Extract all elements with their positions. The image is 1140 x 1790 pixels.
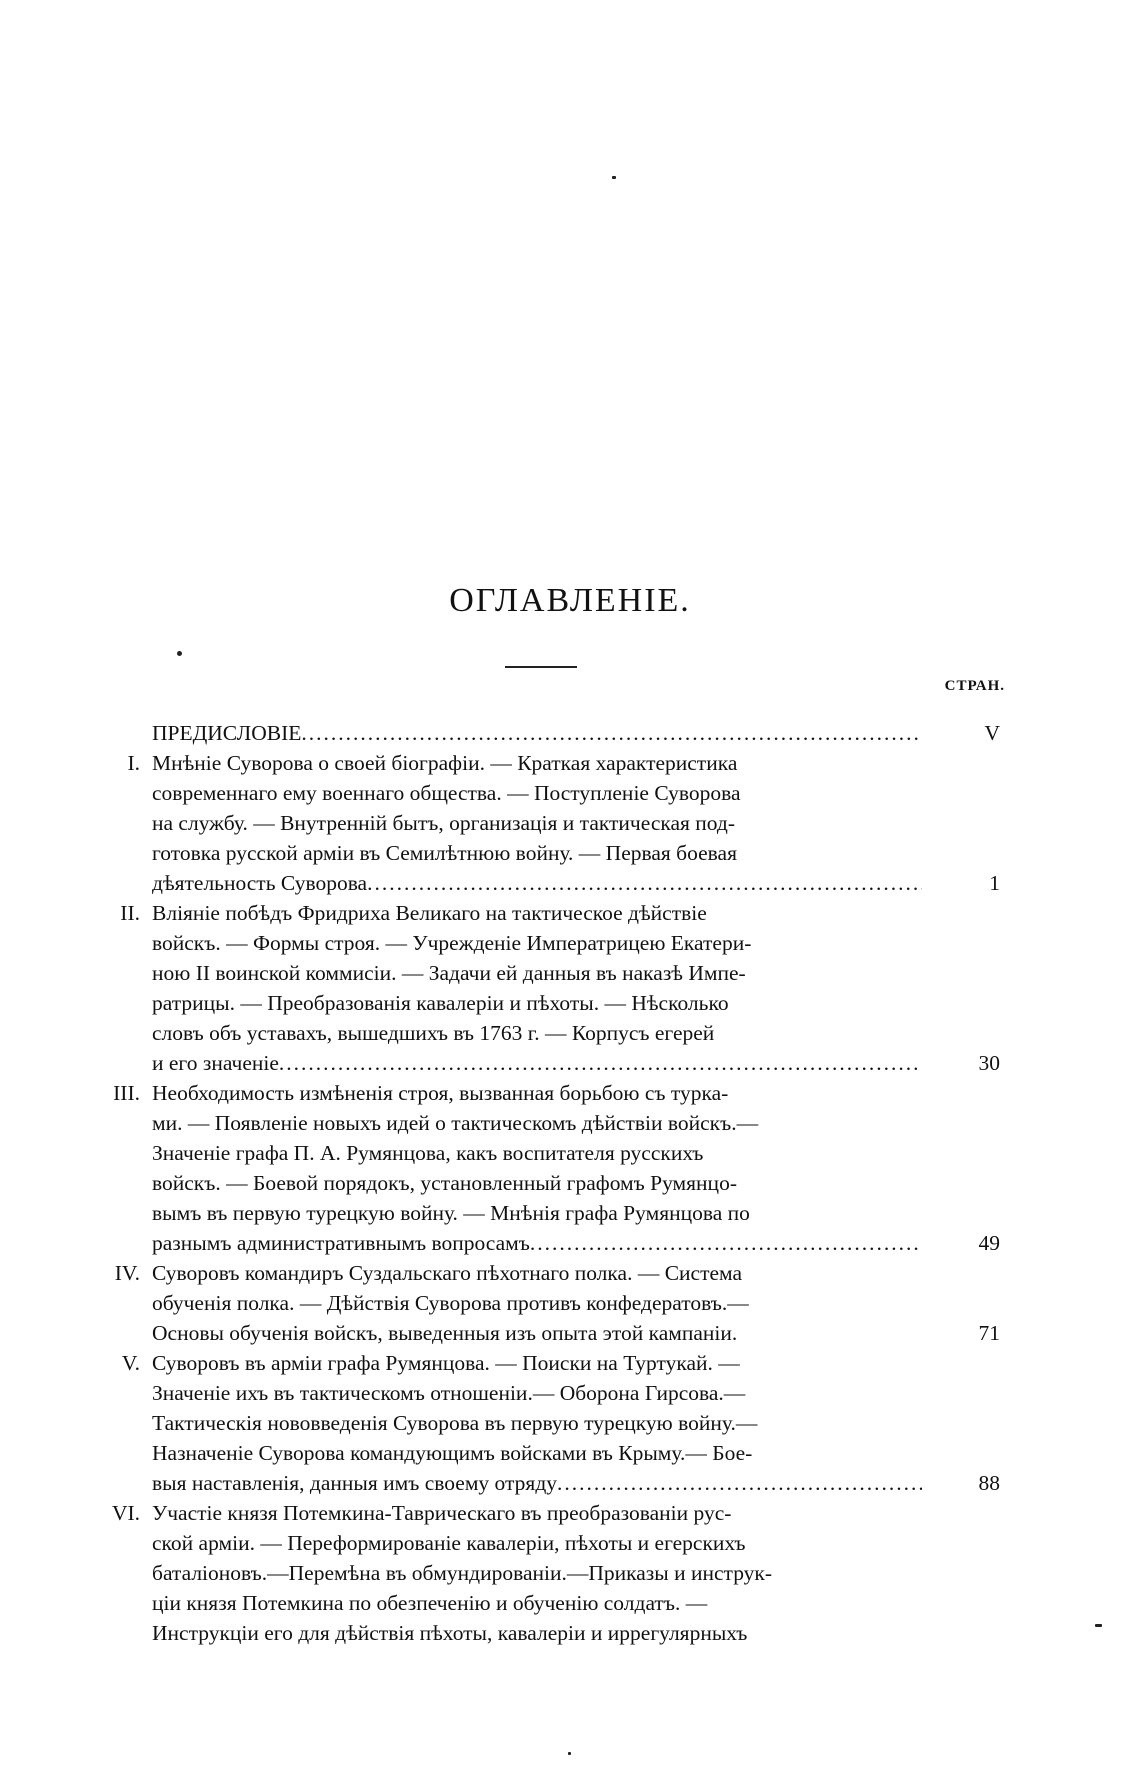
toc-line: Основы обученія войскъ, выведенныя изъ опыта этой кампаніи.: [152, 1321, 738, 1345]
toc-line: вымъ въ первую турецкую войну. — Мнѣнія графа Румянцова по: [152, 1201, 750, 1225]
ink-speck: [568, 1752, 571, 1755]
toc-line: войскъ. — Боевой порядокъ, установленный графомъ Румянцо-: [152, 1171, 737, 1195]
toc-line: [152, 1048, 922, 1078]
toc-line: Тактическія нововведенія Суворова въ первую турецкую войну.—: [152, 1411, 758, 1435]
toc-line: ратрицы. — Преобразованія кавалеріи и пѣхоты. — Нѣсколько: [152, 991, 729, 1015]
toc-line: ціи князя Потемкина по обезпеченію и обученію солдатъ. —: [152, 1591, 708, 1615]
toc-line-text: и его значеніе: [152, 1051, 279, 1075]
toc-line: баталіоновъ.—Перемѣна въ обмундированіи.—Приказы и инструк-: [152, 1561, 773, 1585]
toc-page-number: 49: [978, 1231, 1000, 1255]
toc-line: Суворовъ командиръ Суздальскаго пѣхотнаго полка. — Система: [152, 1261, 743, 1285]
leader-dots: [367, 868, 922, 898]
page-column-label: СТРАН.: [944, 678, 1005, 694]
toc-line: готовка русской арміи въ Семилѣтнюю войну. — Первая боевая: [152, 841, 737, 865]
leader-dots: [279, 1048, 922, 1078]
toc-line: ской арміи. — Переформированіе кавалеріи, пѣхоты и егерскихъ: [152, 1531, 746, 1555]
toc-line: Суворовъ въ арміи графа Румянцова. — Поиски на Туртукай. —: [152, 1351, 740, 1375]
toc-page-number: V: [984, 721, 1000, 745]
chapter-numeral: V.: [121, 1351, 140, 1375]
chapter-numeral: I.: [127, 751, 140, 775]
leader-dots: [301, 718, 922, 748]
leader-dots: [530, 1228, 922, 1258]
toc-line: Необходимость измѣненія строя, вызванная борьбою съ турка-: [152, 1081, 729, 1105]
toc-line: ми. — Появленіе новыхъ идей о тактическомъ дѣйствіи войскъ.—: [152, 1111, 759, 1135]
toc-line: Мнѣніе Суворова о своей біографіи. — Краткая характеристика: [152, 751, 738, 775]
toc-line: Значеніе графа П. А. Румянцова, какъ воспитателя русскихъ: [152, 1141, 704, 1165]
toc-line: Назначеніе Суворова командующимъ войсками въ Крыму.— Бое-: [152, 1441, 753, 1465]
toc-line: современнаго ему военнаго общества. — Поступленіе Суворова: [152, 781, 741, 805]
page-title: ОГЛАВЛЕНІЕ.: [449, 582, 691, 619]
toc-line: [152, 1228, 922, 1258]
toc-line: [152, 868, 922, 898]
ink-speck: [1095, 1624, 1102, 1627]
toc-line: Участіе князя Потемкина-Таврическаго въ преобразованіи рус-: [152, 1501, 732, 1525]
toc-page-number: 30: [978, 1051, 1000, 1075]
toc-line-text: дѣятельность Суворова: [152, 871, 368, 895]
toc-line: словъ объ уставахъ, вышедшихъ въ 1763 г. — Корпусъ егерей: [152, 1021, 715, 1045]
chapter-numeral: VI.: [111, 1501, 140, 1525]
chapter-numeral: IV.: [114, 1261, 140, 1285]
ink-speck: [612, 176, 616, 179]
toc-line: на службу. — Внутренній бытъ, организація и тактическая под-: [152, 811, 736, 835]
toc-page-number: 1: [989, 871, 1000, 895]
chapter-numeral: III.: [113, 1081, 140, 1105]
toc-page-number: 71: [978, 1321, 1000, 1345]
toc-line: ною II воинской коммисіи. — Задачи ей данныя въ наказѣ Импе-: [152, 961, 746, 985]
toc-line-text: разнымъ административнымъ вопросамъ: [152, 1231, 530, 1255]
toc-line: обученія полка. — Дѣйствія Суворова противъ конфедератовъ.—: [152, 1291, 749, 1315]
toc-line: Вліяніе побѣдъ Фридриха Великаго на тактическое дѣйствіе: [152, 901, 707, 925]
toc-line: [152, 718, 922, 748]
toc-line: Значеніе ихъ въ тактическомъ отношеніи.— Оборона Гирсова.—: [152, 1381, 746, 1405]
leader-dots: [557, 1468, 922, 1498]
toc-line: Инструкціи его для дѣйствія пѣхоты, кавалеріи и иррегулярныхъ: [152, 1621, 748, 1645]
ink-speck: [177, 651, 182, 656]
toc-line: [152, 1468, 922, 1498]
toc-page-number: 88: [978, 1471, 1000, 1495]
toc-line: войскъ. — Формы строя. — Учрежденіе Императрицею Екатери-: [152, 931, 752, 955]
toc-line-text: ПРЕДИСЛОВІЕ: [152, 721, 302, 745]
title-rule: [505, 666, 577, 668]
toc-line-text: выя наставленія, данныя имъ своему отряду: [152, 1471, 558, 1495]
chapter-numeral: II.: [120, 901, 140, 925]
